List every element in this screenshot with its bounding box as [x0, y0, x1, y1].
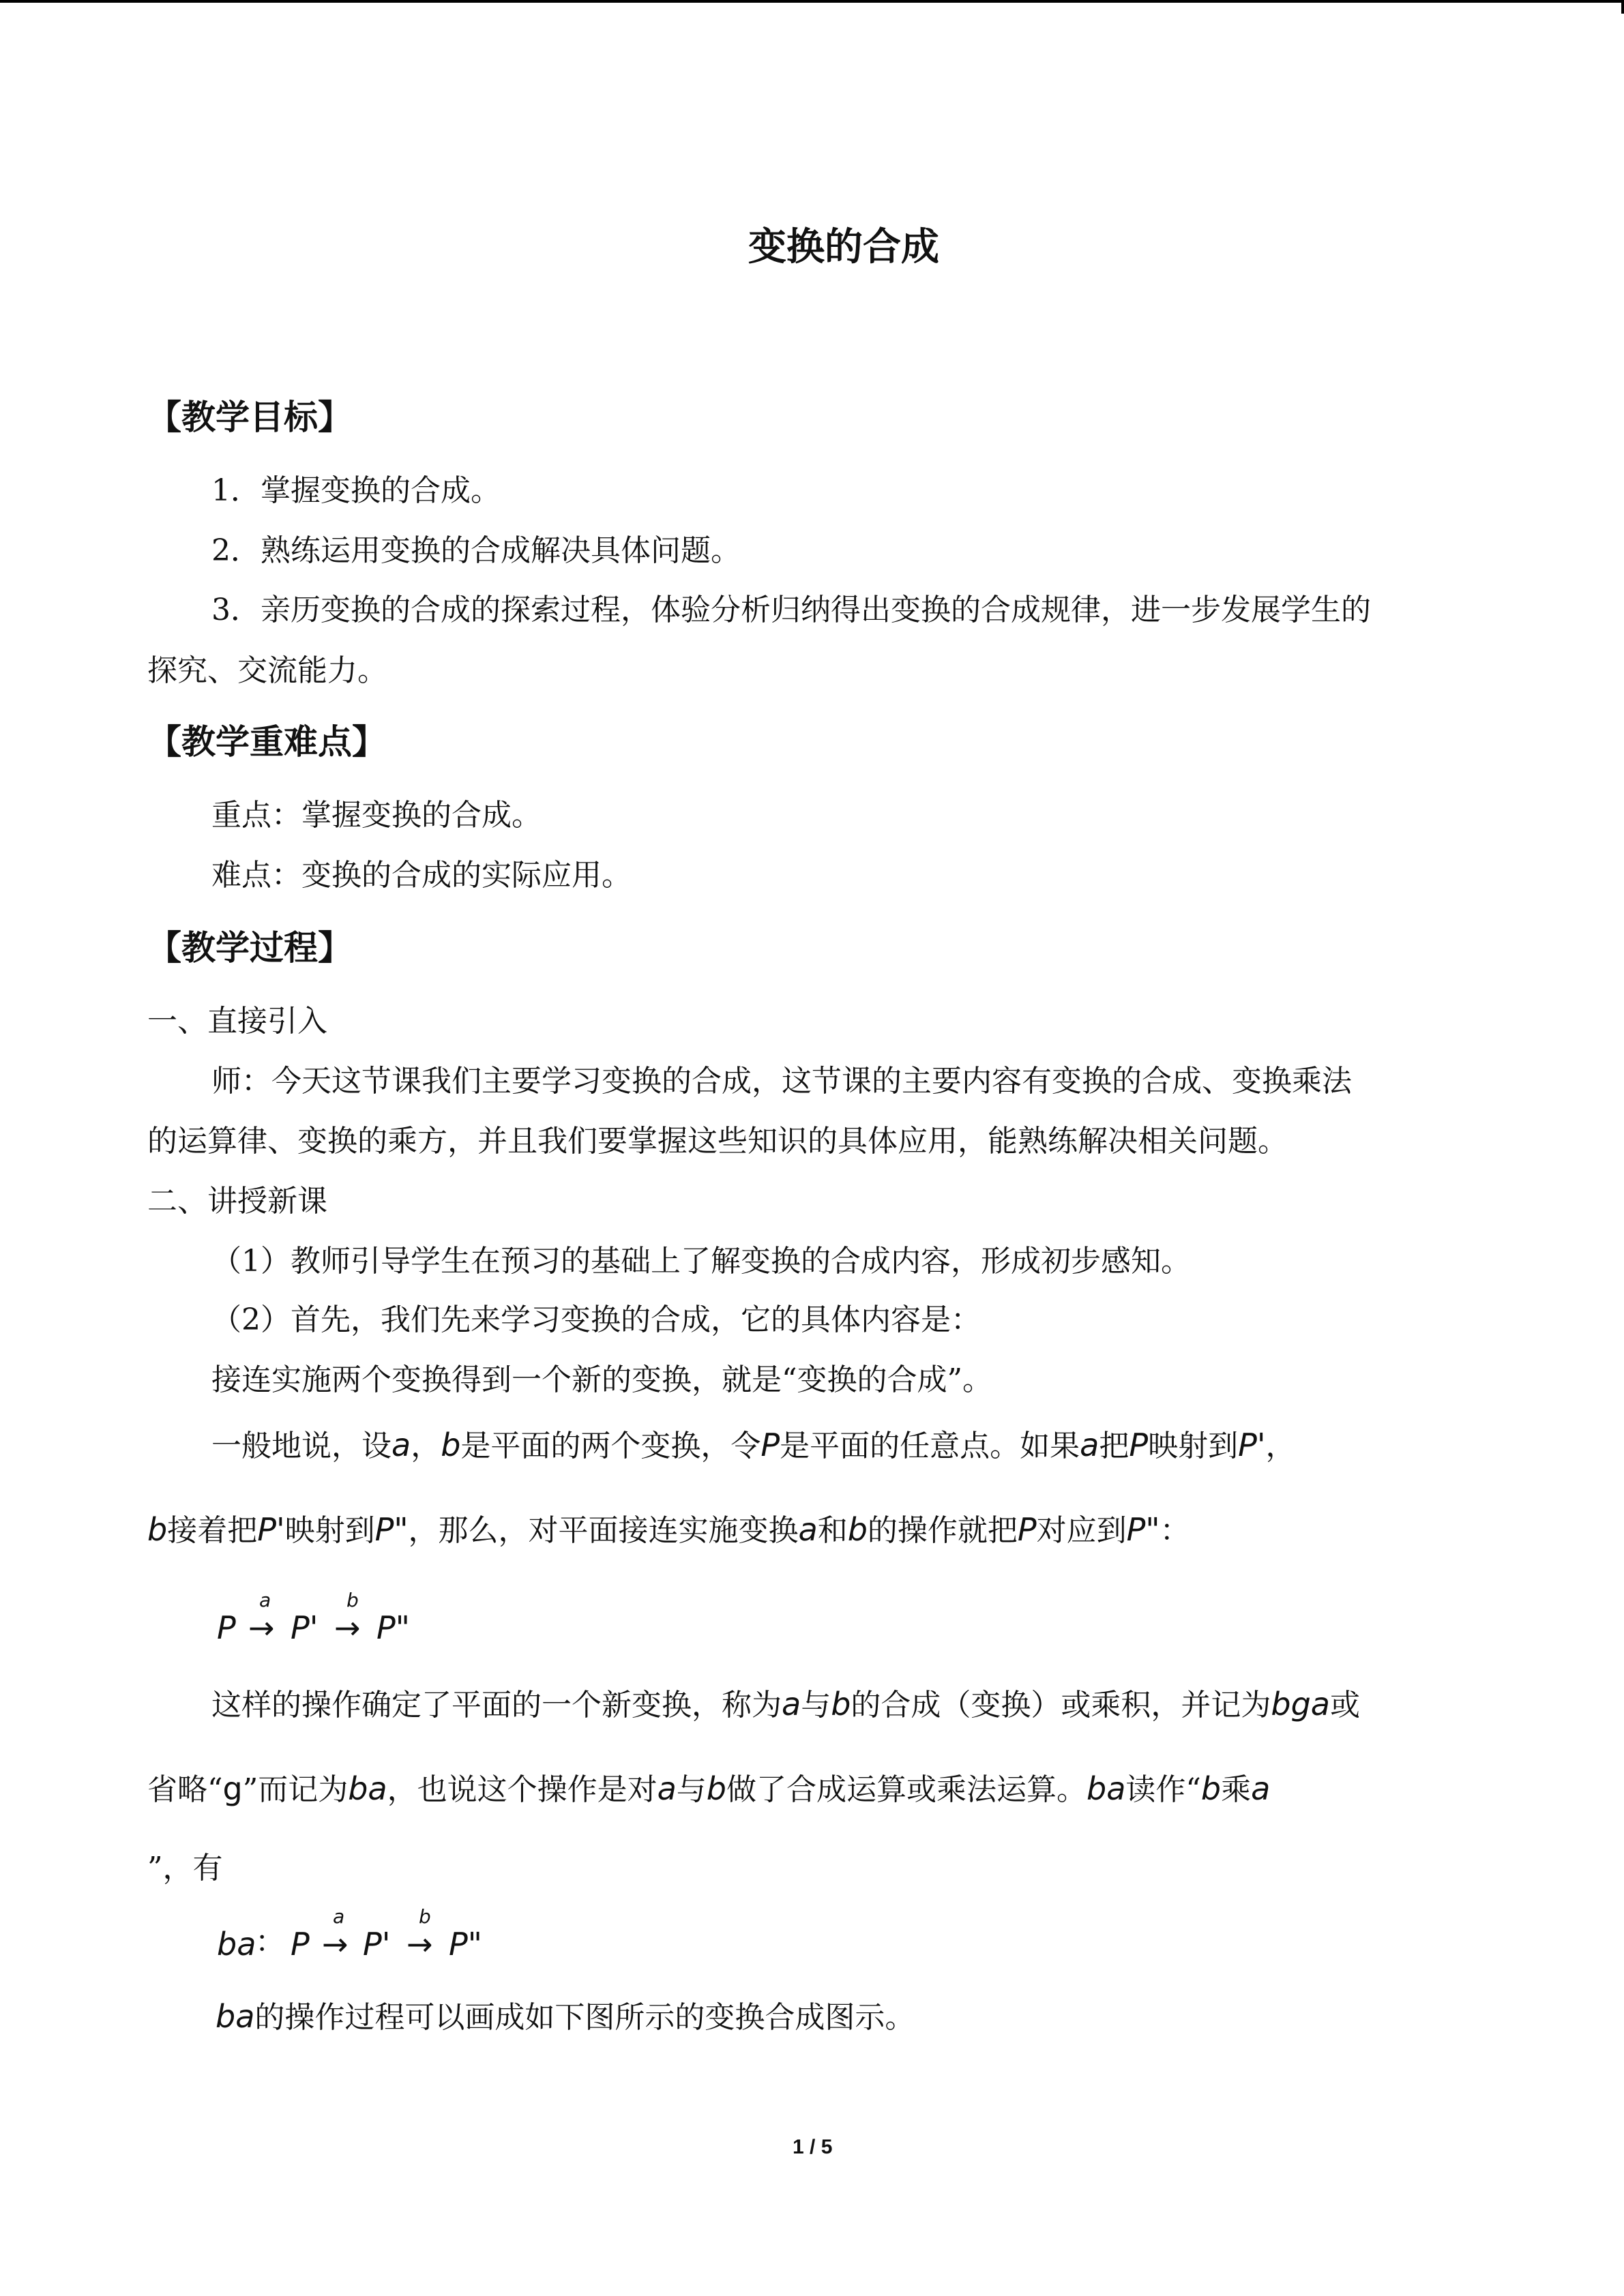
math-ba: ba — [1087, 1770, 1126, 1807]
goal-3-line-2: 探究、交流能力。 — [147, 653, 387, 688]
math-bga: bga — [1271, 1686, 1330, 1723]
math-g: g — [222, 1770, 243, 1807]
definition-line-b — [147, 1511, 1190, 1548]
process-step-2: （2）首先，我们先来学习变换的合成，它的具体内容是： — [211, 1302, 981, 1337]
definition-line-d — [147, 1770, 1271, 1807]
goal-1: 1．掌握变换的合成。 — [211, 473, 501, 508]
math-a: a — [1080, 1427, 1099, 1463]
math-a: a — [657, 1770, 677, 1807]
math-p-prime: P' — [1238, 1427, 1266, 1463]
text: 的操作就把 — [867, 1513, 1018, 1548]
process-heading-1: 一、直接引入 — [147, 1004, 327, 1039]
math-p: P — [1129, 1427, 1149, 1463]
math-p: P — [761, 1427, 780, 1463]
text: 是平面的任意点。如果 — [780, 1429, 1080, 1463]
formula-p-prime: P' — [291, 1609, 319, 1646]
text: ， — [1265, 1429, 1296, 1463]
text: 与 — [801, 1688, 831, 1723]
math-b: b — [847, 1511, 868, 1548]
process-paragraph-1-line-2: 的运算律、变换的乘方，并且我们要掌握这些知识的具体应用，能熟练解决相关问题。 — [147, 1124, 1288, 1159]
text: ， — [411, 1429, 441, 1463]
math-b: b — [147, 1511, 168, 1548]
page-corner-mark — [1621, 0, 1624, 14]
key-focus: 重点：掌握变换的合成。 — [211, 798, 542, 833]
section-teaching-goals: 【教学目标】 — [147, 397, 352, 437]
text: ： — [1160, 1513, 1190, 1548]
formula-colon: ： — [255, 1924, 285, 1959]
formula-arrow-label-b: b — [419, 1905, 431, 1928]
formula-arrow-label-a: a — [259, 1589, 271, 1611]
text: 或 — [1330, 1688, 1360, 1723]
formula-p-double-prime: P" — [449, 1926, 482, 1963]
math-a: a — [782, 1686, 801, 1723]
formula-arrow-2: → — [407, 1926, 433, 1963]
text: 一般地说，设 — [211, 1429, 392, 1463]
formula-arrow-1: → — [322, 1926, 349, 1963]
definition-line-e: ”，有 — [147, 1851, 223, 1885]
formula-arrow-2: → — [334, 1609, 361, 1646]
key-difficulty: 难点：变换的合成的实际应用。 — [211, 858, 632, 893]
text: 把 — [1099, 1429, 1130, 1463]
text: 映射到 — [284, 1513, 375, 1548]
text: 做了合成运算或乘法运算。 — [726, 1772, 1087, 1807]
text: ，也说这个操作是对 — [387, 1772, 658, 1807]
formula-p: P — [291, 1926, 310, 1963]
text: 省略“ — [147, 1772, 223, 1807]
text: 是平面的两个变换，令 — [460, 1429, 761, 1463]
formula-ba: ba — [217, 1926, 256, 1963]
section-teaching-process: 【教学过程】 — [147, 927, 352, 968]
text: 乘 — [1221, 1772, 1252, 1807]
text: 这样的操作确定了平面的一个新变换，称为 — [211, 1688, 782, 1723]
process-definition: 接连实施两个变换得到一个新的变换，就是“变换的合成”。 — [211, 1362, 992, 1397]
formula-p-prime: P' — [363, 1926, 391, 1963]
process-paragraph-1-line-1: 师：今天这节课我们主要学习变换的合成，这节课的主要内容有变换的合成、变换乘法 — [211, 1064, 1352, 1099]
math-p-double-prime: P" — [374, 1511, 409, 1548]
math-a: a — [1251, 1770, 1271, 1807]
math-p: P — [1017, 1511, 1037, 1548]
text: ”而记为 — [242, 1772, 349, 1807]
process-step-1: （1）教师引导学生在预习的基础上了解变换的合成内容，形成初步感知。 — [211, 1244, 1191, 1279]
formula-p-double-prime: P" — [377, 1609, 410, 1646]
page-number: 1 / 5 — [793, 2136, 833, 2158]
math-b: b — [831, 1686, 851, 1723]
text: 读作“ — [1125, 1772, 1201, 1807]
formula-p: P — [217, 1609, 236, 1646]
formula-arrow-1: → — [248, 1609, 275, 1646]
text: 的合成（变换）或乘积，并记为 — [851, 1688, 1271, 1723]
math-b: b — [441, 1427, 461, 1463]
math-a: a — [798, 1511, 818, 1548]
math-b: b — [706, 1770, 726, 1807]
text: 对应到 — [1036, 1513, 1127, 1548]
text: 的操作过程可以画成如下图所示的变换合成图示。 — [254, 2000, 915, 2035]
math-b: b — [1200, 1770, 1222, 1807]
formula-arrow-label-b: b — [346, 1589, 359, 1611]
math-ba: ba — [348, 1770, 387, 1807]
goal-3-line-1: 3．亲历变换的合成的探索过程，体验分析归纳得出变换的合成规律，进一步发展学生的 — [211, 593, 1371, 627]
math-p-double-prime: P" — [1126, 1511, 1160, 1548]
section-key-points: 【教学重难点】 — [147, 721, 386, 762]
math-a: a — [392, 1427, 411, 1463]
definition-line-a — [211, 1429, 1296, 1461]
formula-arrow-label-a: a — [333, 1905, 345, 1928]
text: 与 — [676, 1772, 707, 1807]
process-heading-2: 二、讲授新课 — [147, 1184, 327, 1219]
goal-2: 2．熟练运用变换的合成解决具体问题。 — [211, 533, 741, 568]
definition-line-f — [216, 1998, 915, 2035]
page-title: 变换的合成 — [748, 224, 939, 269]
math-ba: ba — [216, 1998, 255, 2035]
text: 映射到 — [1148, 1429, 1239, 1463]
text: ，那么，对平面接连实施变换 — [408, 1513, 799, 1548]
definition-line-c — [211, 1686, 1360, 1723]
page-top-border — [0, 0, 1624, 3]
text: 接着把 — [167, 1513, 258, 1548]
math-p-prime: P' — [257, 1511, 285, 1548]
text: 和 — [817, 1513, 848, 1548]
